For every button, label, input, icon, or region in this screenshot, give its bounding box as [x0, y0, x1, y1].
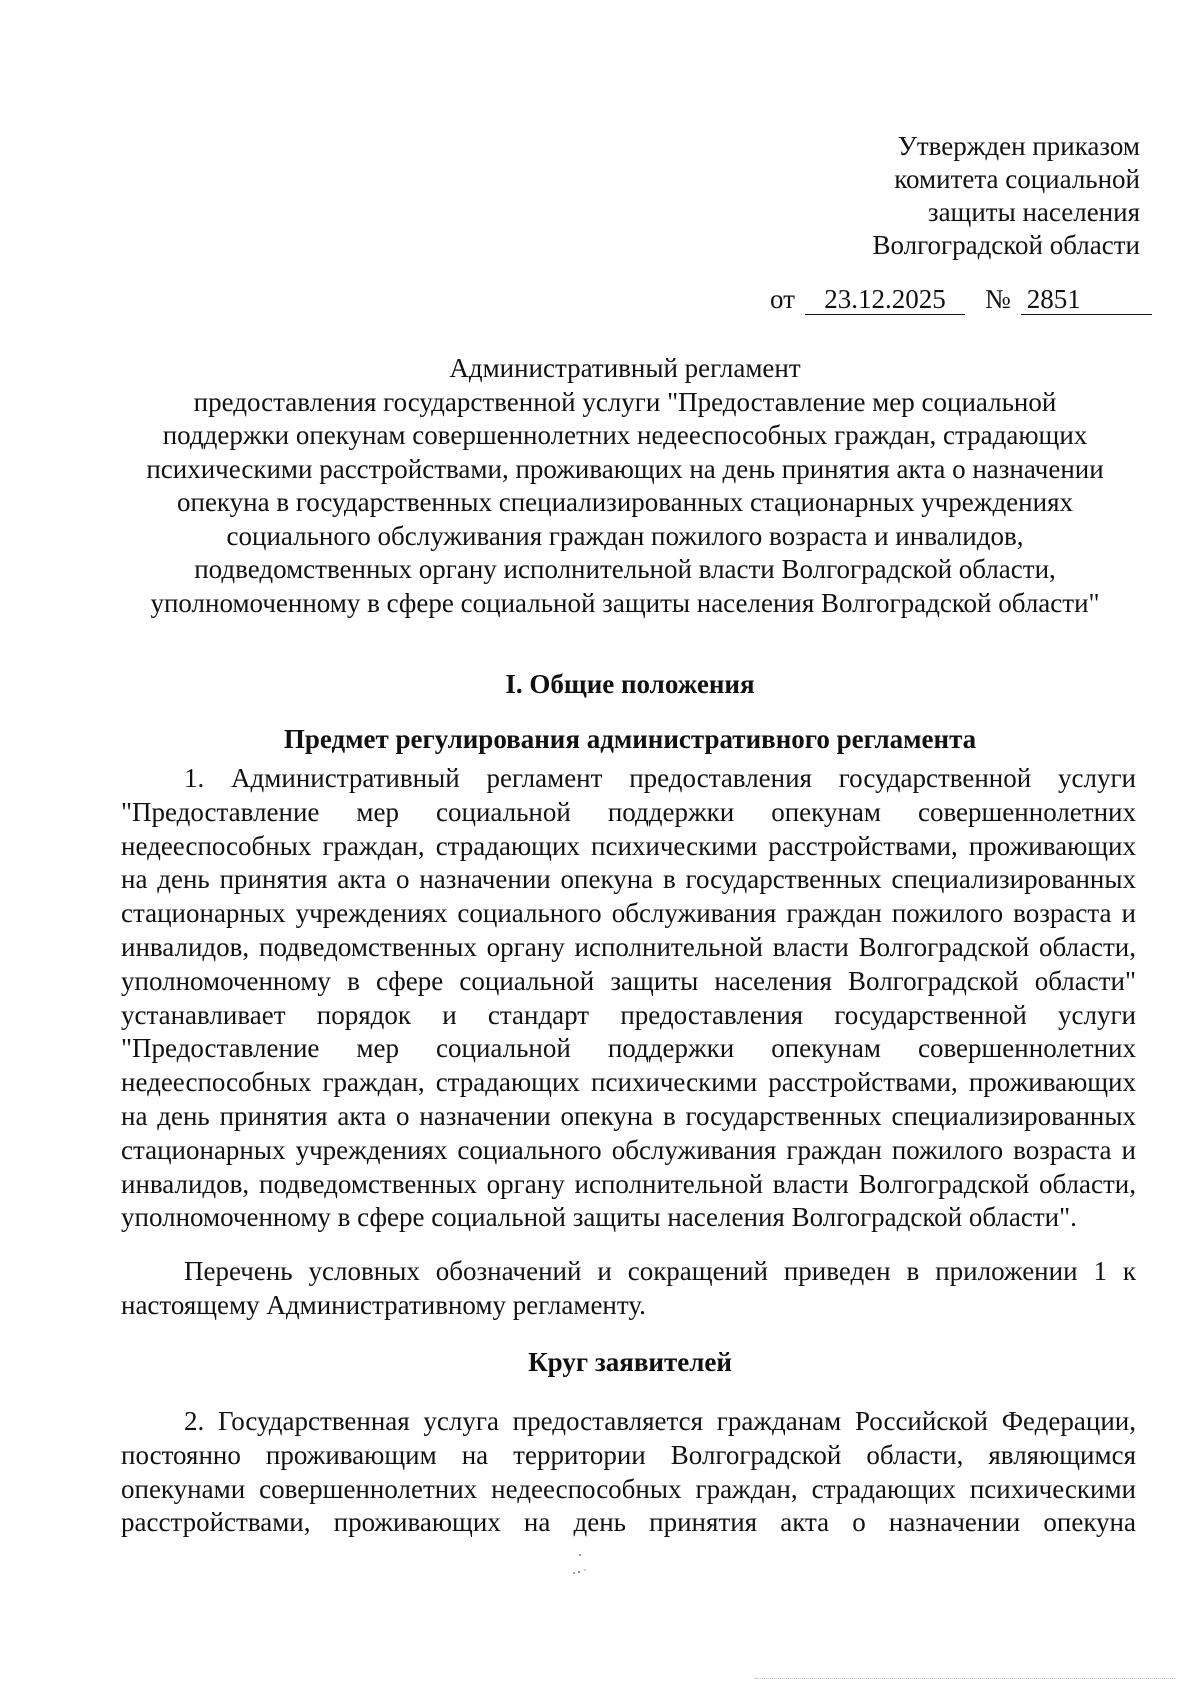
paragraph-2	[121, 1405, 1136, 1540]
title-line: социального обслуживания граждан пожилого возраста и инвалидов,	[226, 520, 1024, 551]
order-date-number	[770, 282, 1150, 316]
order-date: 23.12.2025	[805, 284, 965, 315]
order-from-label: от	[770, 284, 795, 314]
title-line: предоставления государственной услуги "Предоставление мер социальной	[193, 386, 1057, 417]
section-heading-applicants: Круг заявителей	[528, 1347, 732, 1377]
title-line: Административный регламент	[449, 353, 801, 383]
title-line: психическими расстройствами, проживающих на день принятия акта о назначении	[146, 453, 1104, 484]
title-line: уполномоченному в сфере социальной защиты населения Волгоградской области"	[150, 587, 1100, 618]
paragraph-1: 1. Административный регламент предоставления государственной услуги "Предоставление мер социальной поддержки опекунам совершеннолетних недееспособных граждан, страдающих психическими расстройствами, проживающих на день принятия акта о назначении опекуна в государственных специализированных стационарных учреждениях социального обслуживания граждан пожилого возраста и инвалидов, подведомственных органу исполнительной власти Волгоградской области, уполномоченному в сфере социальной защиты населения Волгоградской области" устанавливает порядок и стандарт предоставления государственной услуги "Предоставление мер социальной поддержки опекунам совершеннолетних недееспособных граждан, страдающих психическими расстройствами, проживающих на день принятия акта о назначении опекуна в государственных специализированных стационарных учреждениях социального обслуживания граждан пожилого возраста и инвалидов, подведомственных органу исполнительной власти Волгоградской области, уполномоченному в сфере социальной защиты населения Волгоградской области".	[121, 763, 1136, 1233]
title-line: опекуна в государственных специализированных стационарных учреждениях	[177, 487, 1073, 517]
order-number: 2851	[1021, 284, 1152, 315]
approval-stamp-text	[760, 130, 1140, 262]
order-number-label: №	[984, 284, 1011, 314]
title-line: подведомственных органу исполнительной власти Волгоградской области,	[194, 554, 1056, 584]
title-line: поддержки опекунам совершеннолетних недееспособных граждан, страдающих	[162, 420, 1088, 450]
approval-line-3: защиты населения	[927, 197, 1140, 227]
approval-line-2: комитета социальной	[894, 164, 1140, 194]
scan-edge-line	[755, 1678, 1175, 1680]
approval-line-4: Волгоградской области	[872, 230, 1140, 260]
scan-specks	[560, 1550, 600, 1590]
section-heading-general: I. Общие положения	[505, 669, 755, 699]
paragraph-2-text: 2. Государственная услуга предоставляется гражданам Российской Федерации, постоянно проживающим на территории Волгоградской области, являющимся опекунами совершеннолетних недееспособных граждан, страдающих психическими расстройствами, проживающих на день принятия акта о назначении опекуна	[121, 1406, 1136, 1538]
paragraph-1-appendix-note: Перечень условных обозначений и сокращений приведен в приложении 1 к настоящему Административному регламенту.	[121, 1256, 1136, 1320]
section-heading-subject: Предмет регулирования административного регламента	[283, 724, 977, 754]
approval-line-1: Утвержден приказом	[897, 131, 1140, 161]
document-title	[90, 352, 1160, 620]
